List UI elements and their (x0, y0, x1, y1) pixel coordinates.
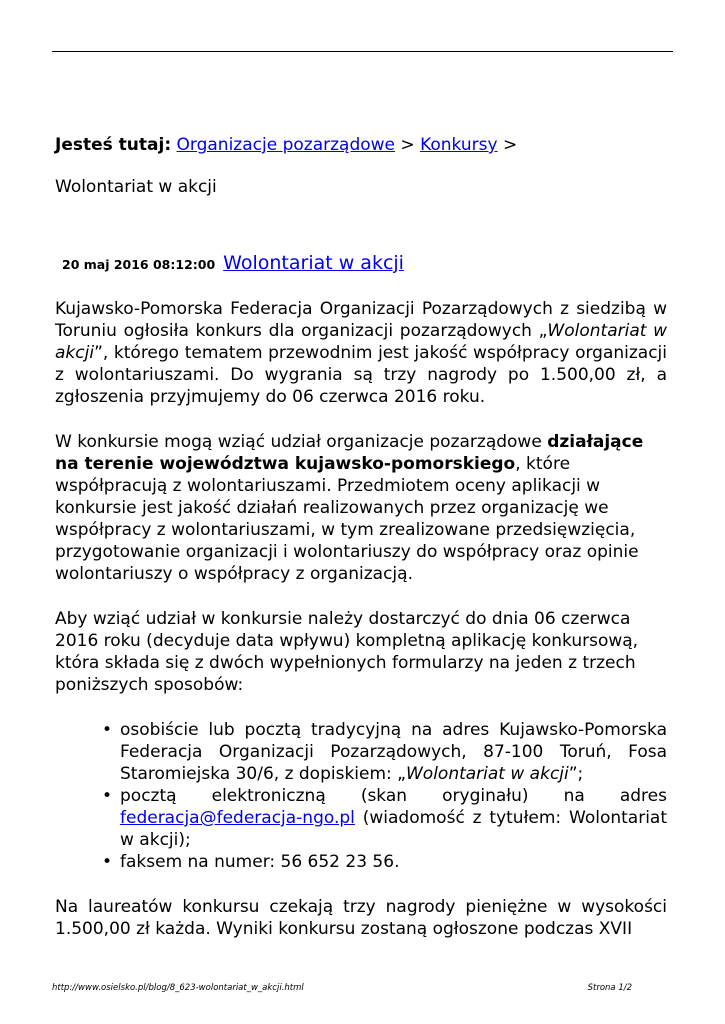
paragraph-text: W konkursie mogą wziąć udział organizacje pozarządowe (55, 432, 548, 452)
contest-name: Wolontariat w akcji (55, 321, 667, 363)
breadcrumb-separator: > (502, 135, 518, 155)
submission-methods-list (55, 719, 667, 873)
list-item-text: pocztą elektroniczną (skan oryginału) na adres (120, 786, 667, 806)
paragraph-eligibility (55, 431, 667, 585)
list-item-text: (wiadomość z tytułem: Wolontariat w akcji); (120, 808, 667, 850)
paragraph-prizes: Na laureatów konkursu czekają trzy nagrody pieniężne w wysokości 1.500,00 zł każda. Wyniki konkursu zostaną ogłoszone podczas XVII (55, 897, 667, 939)
email-link[interactable]: federacja@federacja-ngo.pl (120, 808, 355, 828)
footer-url: http://www.osielsko.pl/blog/8_623-wolontariat_w_akcji.html (52, 983, 304, 993)
top-rule (52, 51, 673, 52)
breadcrumb (55, 134, 667, 156)
list-item-text: osobiście lub pocztą tradycyjną na adres Kujawsko-Pomorska Federacja Organizacji Pozarządowych, 87-100 Toruń, Fosa Staromiejska 30/6, z dopiskiem: „ (120, 720, 667, 784)
list-item: • faksem na numer: 56 652 23 56. (120, 851, 667, 873)
breadcrumb-separator: > (400, 135, 415, 155)
paragraph-application: Aby wziąć udział w konkursie należy dostarczyć do dnia 06 czerwca 2016 roku (decyduje data wpływu) kompletną aplikację konkursową, która składa się z dwóch wypełnionych formularzy na jeden z trzech poniższych sposobów: (55, 609, 639, 695)
paragraph-text: ”, którego tematem przewodnim jest jakość współpracy organizacji z wolontariuszami. Do wygrania są trzy nagrody po 1.500,00 zł, a zgłoszenia przyjmujemy do 06 czerwca 2016 roku. (55, 343, 667, 407)
article-content (55, 134, 667, 940)
list-item (120, 719, 667, 785)
paragraph-intro (55, 298, 667, 408)
article-title-link[interactable]: Wolontariat w akcji (223, 252, 404, 274)
breadcrumb-link-contests[interactable]: Konkursy (420, 135, 498, 155)
eligibility-highlight: działające na terenie województwa kujawsko-pomorskiego (55, 432, 644, 474)
footer-page-number: Strona 1/2 (587, 983, 632, 993)
contest-name: Wolontariat w akcji (405, 764, 569, 784)
paragraph-text: , które współpracują z wolontariuszami. Przedmiotem oceny aplikacji w konkursie jest jakość działań realizowanych przez organizację we współpracy z wolontariuszami, w tym zrealizowane przedsięwzięcia, przygotowanie organizacji i wolontariuszy do współpracy oraz opinie wolontariuszy o współpracy z organizacją. (55, 454, 639, 584)
paragraph-text: Kujawsko-Pomorska Federacja Organizacji Pozarządowych z siedzibą w Toruniu ogłosiła konkurs dla organizacji pozarządowych „ (55, 299, 667, 341)
list-item (120, 785, 667, 851)
page-title: Wolontariat w akcji (55, 177, 217, 197)
breadcrumb-link-organizations[interactable]: Organizacje pozarządowe (176, 135, 395, 155)
article-date: 20 maj 2016 08:12:00 (62, 257, 216, 272)
breadcrumb-label: Jesteś tutaj: (55, 135, 172, 155)
list-item-text: ”; (568, 764, 584, 784)
article-header (62, 252, 667, 276)
